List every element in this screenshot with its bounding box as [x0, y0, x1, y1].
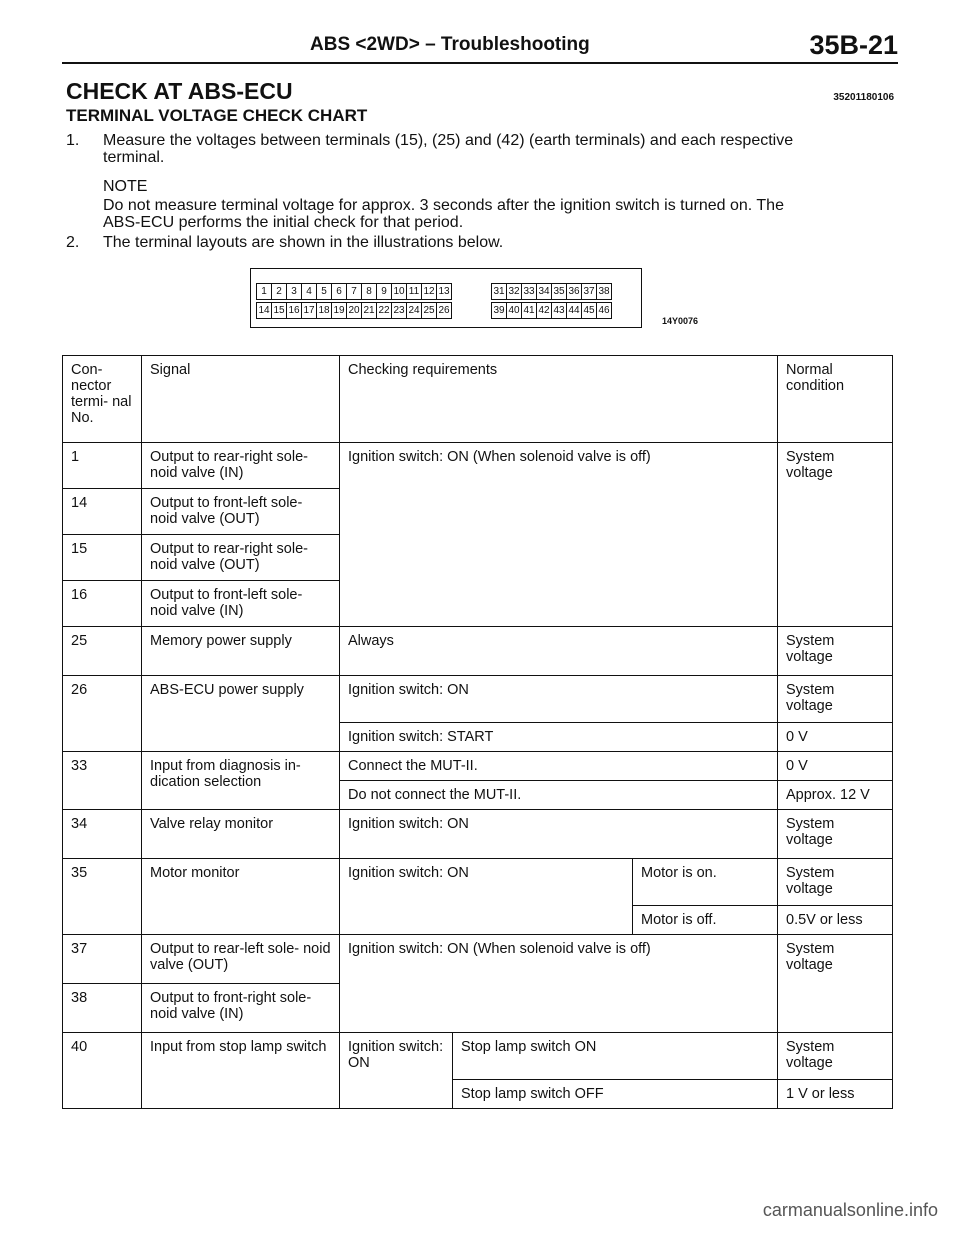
requirement-cell: Ignition switch: ON — [340, 859, 633, 935]
instruction-2 — [66, 234, 894, 251]
terminal-cell: 16 — [63, 581, 142, 627]
connector-pin: 39 — [491, 302, 507, 319]
connector-pin: 13 — [436, 283, 452, 300]
signal-cell: Output to front-left sole- noid valve (OUT) — [142, 489, 340, 535]
connector-pin: 16 — [286, 302, 302, 319]
signal-cell: Output to front-left sole- noid valve (IN) — [142, 581, 340, 627]
signal-cell: Input from stop lamp switch — [142, 1033, 340, 1109]
requirement-cell: Connect the MUT-II. — [340, 752, 778, 781]
connector-pin: 35 — [551, 283, 567, 300]
instruction-text: terminal. — [103, 149, 165, 166]
instruction-1 — [66, 132, 894, 166]
connector-figure-code: 14Y0076 — [662, 316, 699, 326]
normal-cell: System voltage — [778, 1033, 893, 1080]
header-title: ABS <2WD> – Troubleshooting — [310, 34, 590, 55]
connector-pin: 1 — [256, 283, 272, 300]
watermark-footer: carmanualsonline.info — [762, 1200, 938, 1220]
connector-pin: 34 — [536, 283, 552, 300]
connector-pin: 11 — [406, 283, 422, 300]
terminal-cell: 25 — [63, 627, 142, 676]
table-row — [63, 443, 893, 489]
terminal-cell: 40 — [63, 1033, 142, 1109]
requirement-cell: Ignition switch: ON — [340, 1033, 453, 1109]
normal-cell: System voltage — [778, 443, 893, 627]
section-title: CHECK AT ABS-ECU — [66, 78, 293, 104]
connector-pin: 8 — [361, 283, 377, 300]
terminal-cell: 26 — [63, 676, 142, 752]
connector-pin: 40 — [506, 302, 522, 319]
header-rule — [62, 62, 898, 64]
connector-pin: 6 — [331, 283, 347, 300]
terminal-cell: 15 — [63, 535, 142, 581]
connector-row-left-bottom — [256, 302, 451, 319]
connector-pin: 2 — [271, 283, 287, 300]
connector-diagram — [250, 268, 642, 328]
section-code: 35201180106 — [833, 92, 894, 103]
connector-pin: 25 — [421, 302, 437, 319]
requirement-cell: Ignition switch: ON — [340, 810, 778, 859]
table-row — [63, 1033, 893, 1080]
normal-cell: 0 V — [778, 723, 893, 752]
requirement-subcell: Motor is on. — [633, 859, 778, 906]
connector-pin: 10 — [391, 283, 407, 300]
connector-pin: 17 — [301, 302, 317, 319]
terminal-cell: 37 — [63, 935, 142, 984]
terminal-cell: 33 — [63, 752, 142, 810]
header-signal: Signal — [142, 356, 340, 443]
connector-pin: 22 — [376, 302, 392, 319]
connector-pin: 46 — [596, 302, 612, 319]
connector-pin: 15 — [271, 302, 287, 319]
connector-row-right-top — [491, 283, 611, 300]
connector-pin: 3 — [286, 283, 302, 300]
normal-cell: System voltage — [778, 935, 893, 1033]
normal-cell: System voltage — [778, 676, 893, 723]
requirement-cell: Ignition switch: ON — [340, 676, 778, 723]
normal-cell: 0.5V or less — [778, 906, 893, 935]
connector-pin: 41 — [521, 302, 537, 319]
signal-cell: Output to rear-right sole- noid valve (IN) — [142, 443, 340, 489]
normal-cell: System voltage — [778, 810, 893, 859]
table-row — [63, 859, 893, 906]
chart-subtitle: TERMINAL VOLTAGE CHECK CHART — [66, 106, 368, 125]
instruction-text: Measure the voltages between terminals (15), (25) and (42) (earth terminals) and each respective — [103, 132, 794, 149]
requirement-cell: Do not connect the MUT-II. — [340, 781, 778, 810]
connector-pin: 37 — [581, 283, 597, 300]
requirement-subcell: Stop lamp switch ON — [453, 1033, 778, 1080]
connector-pin: 38 — [596, 283, 612, 300]
note-line: ABS-ECU performs the initial check for that period. — [103, 214, 464, 231]
terminal-cell: 38 — [63, 984, 142, 1033]
signal-cell: Motor monitor — [142, 859, 340, 935]
terminal-voltage-table — [62, 355, 893, 1109]
requirement-subcell: Motor is off. — [633, 906, 778, 935]
connector-pin: 23 — [391, 302, 407, 319]
connector-pin: 32 — [506, 283, 522, 300]
connector-pin: 33 — [521, 283, 537, 300]
connector-pin: 19 — [331, 302, 347, 319]
header-normal: Normal condition — [778, 356, 893, 443]
connector-row-right-bottom — [491, 302, 611, 319]
requirement-cell: Ignition switch: ON (When solenoid valve is off) — [340, 443, 778, 627]
requirement-cell: Ignition switch: START — [340, 723, 778, 752]
table-row — [63, 627, 893, 676]
note-heading: NOTE — [103, 178, 148, 195]
connector-pin: 20 — [346, 302, 362, 319]
signal-cell: Output to rear-right sole- noid valve (OUT) — [142, 535, 340, 581]
connector-pin: 43 — [551, 302, 567, 319]
signal-cell: ABS-ECU power supply — [142, 676, 340, 752]
signal-cell: Input from diagnosis in- dication selection — [142, 752, 340, 810]
table-row — [63, 752, 893, 781]
connector-pin: 5 — [316, 283, 332, 300]
note-line: Do not measure terminal voltage for approx. 3 seconds after the ignition switch is turned on. The — [103, 197, 784, 214]
terminal-cell: 34 — [63, 810, 142, 859]
table-row — [63, 676, 893, 723]
normal-cell: Approx. 12 V — [778, 781, 893, 810]
requirement-cell: Ignition switch: ON (When solenoid valve is off) — [340, 935, 778, 1033]
connector-pin: 18 — [316, 302, 332, 319]
normal-cell: System voltage — [778, 627, 893, 676]
terminal-cell: 1 — [63, 443, 142, 489]
connector-pin: 44 — [566, 302, 582, 319]
connector-pin: 14 — [256, 302, 272, 319]
connector-pin: 26 — [436, 302, 452, 319]
requirement-subcell: Stop lamp switch OFF — [453, 1080, 778, 1109]
item-number: 2. — [66, 234, 80, 251]
connector-pin: 12 — [421, 283, 437, 300]
normal-cell: 1 V or less — [778, 1080, 893, 1109]
table-row — [63, 810, 893, 859]
requirement-cell: Always — [340, 627, 778, 676]
table-header-row — [63, 356, 893, 443]
terminal-cell: 14 — [63, 489, 142, 535]
connector-pin: 45 — [581, 302, 597, 319]
connector-pin: 24 — [406, 302, 422, 319]
note-text — [103, 197, 894, 231]
normal-cell: System voltage — [778, 859, 893, 906]
table-row — [63, 935, 893, 984]
signal-cell: Output to rear-left sole- noid valve (OUT) — [142, 935, 340, 984]
signal-cell: Valve relay monitor — [142, 810, 340, 859]
signal-cell: Memory power supply — [142, 627, 340, 676]
normal-cell: 0 V — [778, 752, 893, 781]
connector-pin: 7 — [346, 283, 362, 300]
connector-pin: 9 — [376, 283, 392, 300]
connector-row-left-top — [256, 283, 451, 300]
connector-pin: 21 — [361, 302, 377, 319]
connector-pin: 4 — [301, 283, 317, 300]
instruction-text: The terminal layouts are shown in the illustrations below. — [103, 234, 504, 251]
signal-cell: Output to front-right sole- noid valve (IN) — [142, 984, 340, 1033]
item-number: 1. — [66, 132, 80, 149]
page-number: 35B-21 — [809, 30, 898, 60]
terminal-cell: 35 — [63, 859, 142, 935]
header-requirements: Checking requirements — [340, 356, 778, 443]
header-terminal: Con- nector termi- nal No. — [63, 356, 142, 443]
connector-pin: 36 — [566, 283, 582, 300]
connector-pin: 31 — [491, 283, 507, 300]
connector-pin: 42 — [536, 302, 552, 319]
